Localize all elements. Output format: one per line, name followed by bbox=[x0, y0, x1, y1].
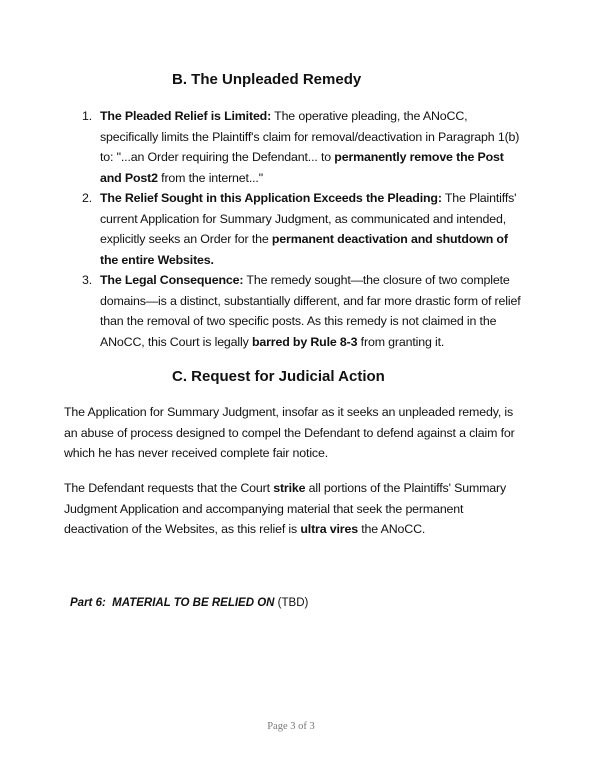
list-number: 2. bbox=[82, 191, 93, 205]
part6-suffix: (TBD) bbox=[274, 597, 309, 609]
item-text: from granting it. bbox=[357, 334, 445, 349]
list-item bbox=[80, 106, 525, 188]
paragraph-text: the ANoCC. bbox=[357, 522, 426, 536]
item-text: The Plaintiffs' current Application for Summary Judgment, as communicated and intended, explicitly seeks an Order for the bbox=[100, 191, 517, 246]
paragraph-text: The Defendant requests that the Court bbox=[64, 481, 274, 495]
item-title: The Pleaded Relief is Limited: bbox=[100, 109, 272, 123]
paragraph-emphasis: ultra vires bbox=[300, 522, 358, 536]
item-title: The Relief Sought in this Application Exceeds the Pleading: bbox=[100, 191, 442, 205]
item-emphasis: permanent deactivation and shutdown of the entire Websites. bbox=[100, 232, 508, 267]
item-title: The Legal Consequence: bbox=[100, 273, 244, 287]
paragraph-text: all portions of the Plaintiffs' Summary Judgment Application and accompanying material that seek the permanent deactivation of the Websites, as this relief is bbox=[64, 481, 507, 536]
item-emphasis: permanently remove the Post and Post2 bbox=[100, 150, 504, 185]
part6-heading bbox=[70, 597, 308, 609]
page-number: Page 3 of 3 bbox=[267, 721, 315, 732]
section-c-heading: C. Request for Judicial Action bbox=[172, 368, 385, 385]
paragraph-abuse-of-process bbox=[64, 402, 524, 464]
paragraph-request bbox=[64, 478, 524, 540]
list-number: 1. bbox=[82, 109, 93, 123]
item-text: from the internet..." bbox=[157, 170, 263, 185]
item-emphasis: barred by Rule 8-3 bbox=[251, 334, 358, 349]
unpleaded-remedy-list bbox=[80, 106, 525, 352]
item-text: The remedy sought—the closure of two complete domains—is a distinct, substantially different, and far more drastic form of relief than the removal of two specific posts. As this remedy is not claimed in the ANoCC, this Court is legally bbox=[100, 273, 521, 349]
list-number: 3. bbox=[82, 273, 93, 287]
item-text: The operative pleading, the ANoCC, specifically limits the Plaintiff's claim for removal/deactivation in Paragraph 1(b) to: "...an Order requiring the Defendant... to bbox=[100, 109, 520, 164]
section-b-heading: B. The Unpleaded Remedy bbox=[172, 71, 362, 88]
list-item bbox=[80, 188, 525, 270]
part6-label: Part 6: MATERIAL TO BE RELIED ON bbox=[70, 597, 275, 609]
paragraph-text: The Application for Summary Judgment, insofar as it seeks an unpleaded remedy, is an abuse of process designed to compel the Defendant to defend against a claim for which he has never received complete fair notice. bbox=[64, 405, 515, 460]
paragraph-emphasis: strike bbox=[273, 481, 306, 495]
list-item bbox=[80, 270, 525, 352]
